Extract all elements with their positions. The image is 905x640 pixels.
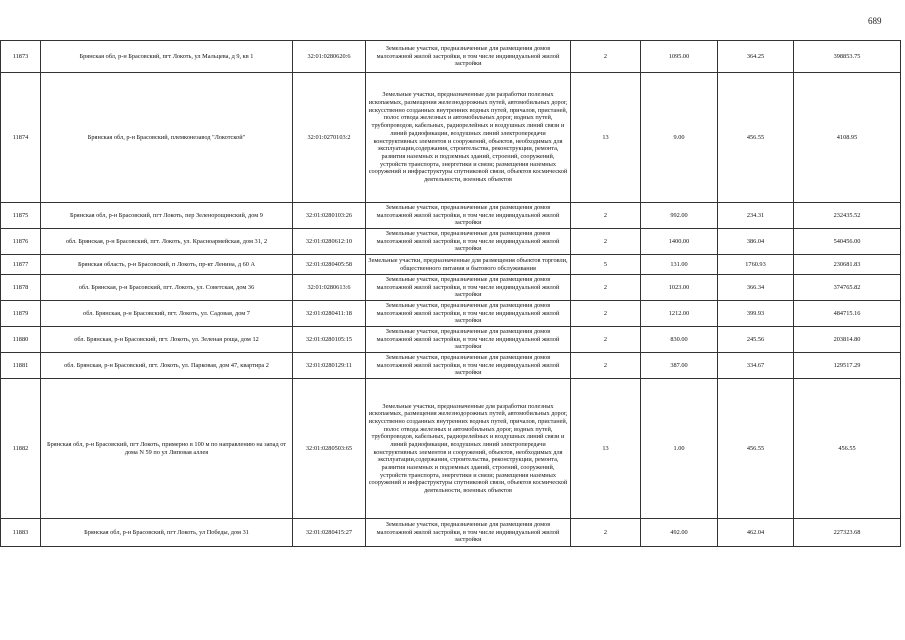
table-row bbox=[1, 255, 901, 275]
row-cadastral-value: 540456.00 bbox=[794, 229, 901, 255]
row-specific-value: 334.67 bbox=[718, 353, 794, 379]
row-cadastral-number: 32:01:0280103:26 bbox=[293, 203, 366, 229]
row-number: 11877 bbox=[1, 255, 41, 275]
row-cadastral-number: 32:01:0280612:10 bbox=[293, 229, 366, 255]
row-number: 11883 bbox=[1, 519, 41, 547]
row-cadastral-value: 230681.83 bbox=[794, 255, 901, 275]
row-use-code: 2 bbox=[571, 519, 641, 547]
row-number: 11873 bbox=[1, 41, 41, 73]
row-land-use: Земельные участки, предназначенные для разработки полезных ископаемых, размещения железнодорожных путей, автомобильных дорог, искусственно созданных внутренних водных путей, причалов, пристаней, полос отвода железных и автомобильных дорог, водных путей, трубопроводов, кабельных, радиорелейных и воздушных линий связи и линий радиофикации, воздушных линий электропередачи конструктивных элементов и сооружений, объектов, необходимых для эксплуатации,содержания, строительства, реконструкции, ремонта, развития наземных и подземных зданий, строений, сооружений, устройств транспорта, энергетики и связи; размещения наземных сооружений и инфраструктуры спутниковой связи, объектов космической деятельности, военных объектов bbox=[366, 379, 571, 519]
row-use-code: 2 bbox=[571, 301, 641, 327]
row-area: 387.00 bbox=[641, 353, 718, 379]
row-specific-value: 456.55 bbox=[718, 73, 794, 203]
row-cadastral-value: 4108.95 bbox=[794, 73, 901, 203]
row-specific-value: 366.34 bbox=[718, 275, 794, 301]
table-row bbox=[1, 519, 901, 547]
row-use-code: 2 bbox=[571, 353, 641, 379]
row-area: 1.00 bbox=[641, 379, 718, 519]
row-land-use: Земельные участки, предназначенные для размещения домов малоэтажной жилой застройки, в том числе индивидуальной жилой застройки bbox=[366, 275, 571, 301]
row-specific-value: 245.56 bbox=[718, 327, 794, 353]
row-land-use: Земельные участки, предназначенные для размещения домов малоэтажной жилой застройки, в том числе индивидуальной жилой застройки bbox=[366, 229, 571, 255]
row-use-code: 2 bbox=[571, 203, 641, 229]
row-cadastral-number: 32:01:0280503:65 bbox=[293, 379, 366, 519]
row-land-use: Земельные участки, предназначенные для размещения домов малоэтажной жилой застройки, в том числе индивидуальной жилой застройки bbox=[366, 519, 571, 547]
row-number: 11878 bbox=[1, 275, 41, 301]
row-address: Брянская обл, р-н Брасовский, пгт Локоть, примерно в 100 м по направлению на запад от дома N 59 по ул Липовая аллея bbox=[41, 379, 293, 519]
row-number: 11880 bbox=[1, 327, 41, 353]
row-land-use: Земельные участки, предназначенные для размещения домов малоэтажной жилой застройки, в том числе индивидуальной жилой застройки bbox=[366, 301, 571, 327]
row-cadastral-value: 227323.68 bbox=[794, 519, 901, 547]
row-cadastral-number: 32:01:0270103:2 bbox=[293, 73, 366, 203]
row-area: 9.00 bbox=[641, 73, 718, 203]
row-specific-value: 234.31 bbox=[718, 203, 794, 229]
row-number: 11879 bbox=[1, 301, 41, 327]
row-area: 1212.00 bbox=[641, 301, 718, 327]
row-address: обл. Брянская, р-н Брасовский, пгт. Локоть, ул. Советская, дом 36 bbox=[41, 275, 293, 301]
row-use-code: 13 bbox=[571, 379, 641, 519]
table-row bbox=[1, 203, 901, 229]
row-area: 1023.00 bbox=[641, 275, 718, 301]
row-address: обл. Брянская, р-н Брасовский, пгт. Локоть, ул. Садовая, дом 7 bbox=[41, 301, 293, 327]
land-register-table bbox=[0, 40, 901, 547]
row-area: 830.00 bbox=[641, 327, 718, 353]
row-use-code: 2 bbox=[571, 41, 641, 73]
row-cadastral-value: 456.55 bbox=[794, 379, 901, 519]
row-use-code: 5 bbox=[571, 255, 641, 275]
row-address: обл. Брянская, р-н Брасовский, пгт. Локоть, ул. Красноармейская, дом 31, 2 bbox=[41, 229, 293, 255]
table-row bbox=[1, 301, 901, 327]
table-row bbox=[1, 73, 901, 203]
row-specific-value: 456.55 bbox=[718, 379, 794, 519]
table-row bbox=[1, 379, 901, 519]
row-number: 11882 bbox=[1, 379, 41, 519]
row-land-use: Земельные участки, предназначенные для размещения домов малоэтажной жилой застройки, в том числе индивидуальной жилой застройки bbox=[366, 41, 571, 73]
row-address: Брянская обл, р-н Брасовский, пгт Локоть, ул Победы, дом 31 bbox=[41, 519, 293, 547]
row-cadastral-number: 32:01:0280620:6 bbox=[293, 41, 366, 73]
row-use-code: 2 bbox=[571, 327, 641, 353]
row-cadastral-value: 129517.29 bbox=[794, 353, 901, 379]
row-area: 1400.00 bbox=[641, 229, 718, 255]
row-cadastral-value: 398853.75 bbox=[794, 41, 901, 73]
row-specific-value: 462.04 bbox=[718, 519, 794, 547]
row-cadastral-value: 232435.52 bbox=[794, 203, 901, 229]
row-cadastral-value: 484715.16 bbox=[794, 301, 901, 327]
row-address: обл. Брянская, р-н Брасовский, пгт. Локоть, ул. Зеленая роща, дом 12 bbox=[41, 327, 293, 353]
row-specific-value: 1760.93 bbox=[718, 255, 794, 275]
row-land-use: Земельные участки, предназначенные для размещения домов малоэтажной жилой застройки, в том числе индивидуальной жилой застройки bbox=[366, 353, 571, 379]
page-number: 689 bbox=[868, 16, 882, 26]
row-use-code: 2 bbox=[571, 229, 641, 255]
table-row bbox=[1, 327, 901, 353]
row-number: 11875 bbox=[1, 203, 41, 229]
row-use-code: 2 bbox=[571, 275, 641, 301]
row-cadastral-number: 32:01:0280613:6 bbox=[293, 275, 366, 301]
row-address: Брянская область, р-н Брасовский, п Локоть, пр-кт Ленина, д 60 А bbox=[41, 255, 293, 275]
row-area: 131.00 bbox=[641, 255, 718, 275]
row-use-code: 13 bbox=[571, 73, 641, 203]
row-number: 11874 bbox=[1, 73, 41, 203]
row-address: обл. Брянская, р-н Брасовский, пгт. Локоть, ул. Парковая, дом 47, квартира 2 bbox=[41, 353, 293, 379]
row-land-use: Земельные участки, предназначенные для размещения домов малоэтажной жилой застройки, в том числе индивидуальной жилой застройки bbox=[366, 203, 571, 229]
table-body bbox=[1, 41, 901, 547]
row-address: Брянская обл, р-н Брасовский, пгт Локоть, пер Зеленорощинский, дом 9 bbox=[41, 203, 293, 229]
row-specific-value: 386.04 bbox=[718, 229, 794, 255]
row-area: 1095.00 bbox=[641, 41, 718, 73]
row-land-use: Земельные участки, предназначенные для размещения объектов торговли, общественного питания и бытового обслуживания bbox=[366, 255, 571, 275]
row-land-use: Земельные участки, предназначенные для разработки полезных ископаемых, размещения железнодорожных путей, автомобильных дорог, искусственно созданных внутренних водных путей, причалов, пристаней, полос отвода железных и автомобильных дорог, водных путей, трубопроводов, кабельных, радиорелейных и воздушных линий связи и линий радиофикации, воздушных линий электропередачи конструктивных элементов и сооружений, объектов, необходимых для эксплуатации,содержания, строительства, реконструкции, ремонта, развития наземных и подземных зданий, строений, сооружений, устройств транспорта, энергетики и связи; размещения наземных сооружений и инфраструктуры спутниковой связи, объектов космической деятельности, военных объектов bbox=[366, 73, 571, 203]
table-row bbox=[1, 41, 901, 73]
row-cadastral-value: 374765.82 bbox=[794, 275, 901, 301]
row-cadastral-value: 203814.80 bbox=[794, 327, 901, 353]
row-address: Брянская обл, р-н Брасовский, племконезавод "Локотской" bbox=[41, 73, 293, 203]
row-area: 492.00 bbox=[641, 519, 718, 547]
row-area: 992.00 bbox=[641, 203, 718, 229]
table-row bbox=[1, 229, 901, 255]
table-row bbox=[1, 353, 901, 379]
row-number: 11876 bbox=[1, 229, 41, 255]
row-specific-value: 364.25 bbox=[718, 41, 794, 73]
row-land-use: Земельные участки, предназначенные для размещения домов малоэтажной жилой застройки, в том числе индивидуальной жилой застройки bbox=[366, 327, 571, 353]
row-cadastral-number: 32:01:0280411:18 bbox=[293, 301, 366, 327]
row-address: Брянская обл, р-н Брасовский, пгт Локоть, ул Мальцева, д 9, кв 1 bbox=[41, 41, 293, 73]
table-row bbox=[1, 275, 901, 301]
row-specific-value: 399.93 bbox=[718, 301, 794, 327]
row-number: 11881 bbox=[1, 353, 41, 379]
row-cadastral-number: 32:01:0280105:15 bbox=[293, 327, 366, 353]
row-cadastral-number: 32:01:0280129:11 bbox=[293, 353, 366, 379]
row-cadastral-number: 32:01:0280415:27 bbox=[293, 519, 366, 547]
row-cadastral-number: 32:01:0280405:58 bbox=[293, 255, 366, 275]
